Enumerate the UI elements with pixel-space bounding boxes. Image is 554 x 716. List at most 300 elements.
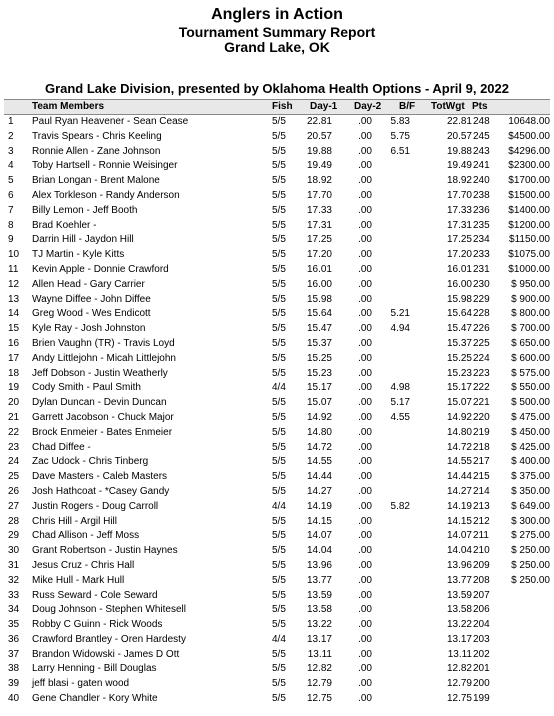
team-members-cell: Kyle Ray - Josh Johnston xyxy=(32,323,146,335)
day2-cell: .00 xyxy=(358,589,372,601)
prize-cell: $ 425.00 xyxy=(511,441,550,453)
day1-cell: 14.15 xyxy=(306,515,332,527)
table-row xyxy=(4,692,550,707)
team-members-cell: Mike Hull - Mark Hull xyxy=(32,574,125,586)
team-members-cell: Ronnie Allen - Zane Johnson xyxy=(32,145,161,157)
rank-cell: 5 xyxy=(8,175,14,187)
team-members-cell: Paul Ryan Heavener - Sean Cease xyxy=(32,116,189,127)
fish-cell: 5/5 xyxy=(272,323,286,335)
rank-cell: 6 xyxy=(8,189,14,201)
prize-cell: $ 950.00 xyxy=(511,278,550,290)
col-points: Pts xyxy=(472,101,488,112)
fish-cell: 5/5 xyxy=(272,471,286,483)
fish-cell: 5/5 xyxy=(272,441,286,453)
team-members-cell: TJ Martin - Kyle Kitts xyxy=(32,249,125,261)
day2-cell: .00 xyxy=(358,278,372,290)
total-weight-cell: 15.37 xyxy=(446,337,472,349)
table-row xyxy=(4,367,550,382)
points-cell: 229 xyxy=(473,293,490,305)
prize-cell: $ 350.00 xyxy=(511,485,550,497)
points-cell: 223 xyxy=(473,367,490,379)
division-heading: Grand Lake Division, presented by Oklahoma Health Options - April 9, 2022 xyxy=(44,81,510,96)
day2-cell: .00 xyxy=(358,559,372,571)
prize-cell: $ 475.00 xyxy=(511,411,550,423)
points-cell: 212 xyxy=(473,515,490,527)
points-cell: 228 xyxy=(473,308,490,320)
day2-cell: .00 xyxy=(358,337,372,349)
day2-cell: .00 xyxy=(358,130,372,142)
fish-cell: 4/4 xyxy=(272,382,286,394)
total-weight-cell: 13.22 xyxy=(446,619,472,631)
table-row xyxy=(4,204,550,219)
team-members-cell: Chad Allison - Jeff Moss xyxy=(32,530,140,542)
points-cell: 206 xyxy=(473,604,490,616)
team-members-cell: Kevin Apple - Donnie Crawford xyxy=(32,263,169,275)
table-row xyxy=(4,574,550,589)
table-row xyxy=(4,337,550,352)
table-row xyxy=(4,559,550,574)
prize-cell: $ 600.00 xyxy=(511,352,550,364)
fish-cell: 5/5 xyxy=(272,589,286,601)
points-cell: 238 xyxy=(473,189,490,201)
table-row xyxy=(4,470,550,485)
total-weight-cell: 13.58 xyxy=(446,604,472,616)
team-members-cell: Jeff Dobson - Justin Weatherly xyxy=(32,367,168,379)
day1-cell: 18.92 xyxy=(306,175,332,187)
day1-cell: 15.25 xyxy=(306,352,332,364)
day1-cell: 13.77 xyxy=(306,574,332,586)
fish-cell: 5/5 xyxy=(272,367,286,379)
day2-cell: .00 xyxy=(358,175,372,187)
total-weight-cell: 17.25 xyxy=(446,234,472,246)
total-weight-cell: 12.75 xyxy=(446,693,472,705)
points-cell: 201 xyxy=(473,663,490,675)
prize-cell: $ 275.00 xyxy=(511,530,550,542)
rank-cell: 28 xyxy=(8,515,20,527)
total-weight-cell: 14.15 xyxy=(446,515,472,527)
day1-cell: 15.07 xyxy=(306,397,332,409)
total-weight-cell: 15.23 xyxy=(446,367,472,379)
table-row xyxy=(4,455,550,470)
table-row xyxy=(4,648,550,663)
team-members-cell: Brandon Widowski - James D Ott xyxy=(32,648,180,660)
total-weight-cell: 18.92 xyxy=(446,175,472,187)
prize-cell: $ 500.00 xyxy=(511,397,550,409)
fish-cell: 5/5 xyxy=(272,160,286,172)
day2-cell: .00 xyxy=(358,530,372,542)
total-weight-cell: 13.96 xyxy=(446,559,472,571)
big-fish-cell: 4.94 xyxy=(390,323,410,335)
fish-cell: 5/5 xyxy=(272,619,286,631)
points-cell: 211 xyxy=(473,530,489,542)
points-cell: 243 xyxy=(473,145,490,157)
day2-cell: .00 xyxy=(358,352,372,364)
day2-cell: .00 xyxy=(358,263,372,275)
points-cell: 245 xyxy=(473,130,490,142)
team-members-cell: Billy Lemon - Jeff Booth xyxy=(32,204,138,216)
rank-cell: 14 xyxy=(8,308,20,320)
team-members-cell: Allen Head - Gary Carrier xyxy=(32,278,145,290)
total-weight-cell: 15.17 xyxy=(446,382,472,394)
team-members-cell: Cody Smith - Paul Smith xyxy=(32,382,141,394)
fish-cell: 5/5 xyxy=(272,663,286,675)
points-cell: 203 xyxy=(473,633,490,645)
day1-cell: 19.88 xyxy=(306,145,332,157)
fish-cell: 5/5 xyxy=(272,559,286,571)
rank-cell: 31 xyxy=(8,559,20,571)
rank-cell: 26 xyxy=(8,485,20,497)
total-weight-cell: 19.88 xyxy=(446,145,472,157)
prize-cell: $ 700.00 xyxy=(511,323,550,335)
prize-cell: $ 800.00 xyxy=(511,308,550,320)
day2-cell: .00 xyxy=(358,441,372,453)
rank-cell: 19 xyxy=(8,382,20,394)
rank-cell: 24 xyxy=(8,456,20,468)
day1-cell: 17.20 xyxy=(306,249,332,261)
fish-cell: 5/5 xyxy=(272,648,286,660)
prize-cell: $1150.00 xyxy=(509,234,550,246)
rank-cell: 20 xyxy=(8,397,20,409)
big-fish-cell: 5.75 xyxy=(390,130,410,142)
day2-cell: .00 xyxy=(358,145,372,157)
total-weight-cell: 17.70 xyxy=(446,189,472,201)
total-weight-cell: 15.64 xyxy=(446,308,472,320)
fish-cell: 5/5 xyxy=(272,411,286,423)
total-weight-cell: 12.79 xyxy=(446,678,472,690)
team-members-cell: Russ Seward - Cole Seward xyxy=(32,589,158,601)
team-members-cell: Dylan Duncan - Devin Duncan xyxy=(32,397,167,409)
day1-cell: 13.58 xyxy=(306,604,332,616)
day1-cell: 14.92 xyxy=(306,411,332,423)
points-cell: 202 xyxy=(473,648,490,660)
fish-cell: 5/5 xyxy=(272,189,286,201)
fish-cell: 5/5 xyxy=(272,485,286,497)
day1-cell: 14.04 xyxy=(306,545,332,557)
team-members-cell: Chad Diffee - xyxy=(32,441,91,453)
day2-cell: .00 xyxy=(358,426,372,438)
day2-cell: .00 xyxy=(358,411,372,423)
points-cell: 248 xyxy=(473,116,490,127)
total-weight-cell: 17.33 xyxy=(446,204,472,216)
fish-cell: 5/5 xyxy=(272,530,286,542)
fish-cell: 5/5 xyxy=(272,337,286,349)
rank-cell: 21 xyxy=(8,411,20,423)
prize-cell: $ 575.00 xyxy=(511,367,550,379)
points-cell: 200 xyxy=(473,678,490,690)
fish-cell: 4/4 xyxy=(272,633,286,645)
prize-cell: $1700.00 xyxy=(508,175,550,187)
rank-cell: 17 xyxy=(8,352,20,364)
total-weight-cell: 15.47 xyxy=(446,323,472,335)
prize-cell: $ 250.00 xyxy=(511,545,550,557)
day2-cell: .00 xyxy=(358,663,372,675)
col-fish: Fish xyxy=(272,101,293,112)
table-row xyxy=(4,633,550,648)
table-row xyxy=(4,603,550,618)
team-members-cell: Doug Johnson - Stephen Whitesell xyxy=(32,604,186,616)
table-row xyxy=(4,515,550,530)
points-cell: 241 xyxy=(473,160,490,172)
day1-cell: 19.49 xyxy=(306,160,332,172)
col-team-members: Team Members xyxy=(32,101,105,112)
prize-cell: $1500.00 xyxy=(508,189,550,201)
points-cell: 233 xyxy=(473,249,490,261)
rank-cell: 3 xyxy=(8,145,14,157)
rank-cell: 34 xyxy=(8,604,20,616)
team-members-cell: Brien Vaughn (TR) - Travis Loyd xyxy=(32,337,175,349)
day1-cell: 14.19 xyxy=(306,500,332,512)
total-weight-cell: 13.11 xyxy=(447,648,472,660)
table-row xyxy=(4,662,550,677)
table-row xyxy=(4,529,550,544)
team-members-cell: Grant Robertson - Justin Haynes xyxy=(32,545,178,557)
points-cell: 235 xyxy=(473,219,490,231)
table-row xyxy=(4,219,550,234)
table-row xyxy=(4,115,550,130)
rank-cell: 35 xyxy=(8,619,20,631)
points-cell: 209 xyxy=(473,559,490,571)
day1-cell: 17.31 xyxy=(306,219,332,231)
day1-cell: 15.37 xyxy=(306,337,332,349)
fish-cell: 5/5 xyxy=(272,278,286,290)
day2-cell: .00 xyxy=(358,693,372,705)
day2-cell: .00 xyxy=(358,382,372,394)
total-weight-cell: 15.98 xyxy=(446,293,472,305)
day2-cell: .00 xyxy=(358,574,372,586)
day1-cell: 17.33 xyxy=(306,204,332,216)
report-location: Grand Lake, OK xyxy=(224,39,330,55)
table-row xyxy=(4,426,550,441)
rank-cell: 36 xyxy=(8,633,20,645)
rank-cell: 16 xyxy=(8,337,20,349)
prize-cell: $ 649.00 xyxy=(511,500,550,512)
fish-cell: 5/5 xyxy=(272,456,286,468)
points-cell: 224 xyxy=(473,352,490,364)
day1-cell: 14.07 xyxy=(306,530,332,542)
team-members-cell: Toby Hartsell - Ronnie Weisinger xyxy=(32,160,178,172)
prize-cell: $2300.00 xyxy=(508,160,550,172)
day1-cell: 13.17 xyxy=(306,633,332,645)
points-cell: 240 xyxy=(473,175,490,187)
total-weight-cell: 15.25 xyxy=(446,352,472,364)
prize-cell: $4500.00 xyxy=(508,130,550,142)
day2-cell: .00 xyxy=(358,397,372,409)
table-row xyxy=(4,159,550,174)
points-cell: 220 xyxy=(473,411,490,423)
team-members-cell: Chris Hill - Argil Hill xyxy=(32,515,118,527)
team-members-cell: Robby C Guinn - Rick Woods xyxy=(32,619,163,631)
rank-cell: 23 xyxy=(8,441,20,453)
fish-cell: 5/5 xyxy=(272,678,286,690)
day1-cell: 16.01 xyxy=(306,263,332,275)
points-cell: 217 xyxy=(473,456,490,468)
rank-cell: 2 xyxy=(8,130,14,142)
day1-cell: 13.11 xyxy=(307,648,332,660)
total-weight-cell: 16.01 xyxy=(446,263,472,275)
col-big-fish: B/F xyxy=(399,101,416,112)
day2-cell: .00 xyxy=(358,204,372,216)
prize-cell: 10648.00 xyxy=(508,116,550,127)
day2-cell: .00 xyxy=(358,249,372,261)
prize-cell: $ 375.00 xyxy=(511,471,550,483)
day1-cell: 20.57 xyxy=(306,130,332,142)
col-day1: Day-1 xyxy=(310,101,338,112)
team-members-cell: Andy Littlejohn - Micah Littlejohn xyxy=(32,352,176,364)
big-fish-cell: 4.55 xyxy=(390,411,410,423)
day2-cell: .00 xyxy=(358,160,372,172)
rank-cell: 10 xyxy=(8,249,20,261)
day1-cell: 14.27 xyxy=(306,485,332,497)
prize-cell: $ 250.00 xyxy=(511,574,550,586)
results-table xyxy=(4,115,550,707)
table-row xyxy=(4,322,550,337)
team-members-cell: Jesus Cruz - Chris Hall xyxy=(32,559,135,571)
fish-cell: 5/5 xyxy=(272,397,286,409)
day2-cell: .00 xyxy=(358,308,372,320)
total-weight-cell: 15.07 xyxy=(446,397,472,409)
team-members-cell: Gene Chandler - Kory White xyxy=(32,693,158,705)
big-fish-cell: 4.98 xyxy=(390,382,410,394)
total-weight-cell: 14.80 xyxy=(446,426,472,438)
table-row xyxy=(4,263,550,278)
rank-cell: 25 xyxy=(8,471,20,483)
prize-cell: $ 450.00 xyxy=(511,426,550,438)
points-cell: 219 xyxy=(473,426,490,438)
table-row xyxy=(4,485,550,500)
day1-cell: 14.44 xyxy=(306,471,332,483)
total-weight-cell: 12.82 xyxy=(446,663,472,675)
points-cell: 213 xyxy=(473,500,490,512)
prize-cell: $1075.00 xyxy=(508,249,550,261)
day1-cell: 15.64 xyxy=(306,308,332,320)
points-cell: 204 xyxy=(473,619,490,631)
total-weight-cell: 14.92 xyxy=(446,411,472,423)
table-row xyxy=(4,441,550,456)
day1-cell: 22.81 xyxy=(306,116,332,127)
big-fish-cell: 5.82 xyxy=(390,500,410,512)
total-weight-cell: 19.49 xyxy=(446,160,472,172)
team-members-cell: Wayne Diffee - John Diffee xyxy=(32,293,151,305)
rank-cell: 22 xyxy=(8,426,20,438)
table-row xyxy=(4,589,550,604)
prize-cell: $ 900.00 xyxy=(511,293,550,305)
day2-cell: .00 xyxy=(358,234,372,246)
table-row xyxy=(4,145,550,160)
points-cell: 221 xyxy=(473,397,490,409)
fish-cell: 5/5 xyxy=(272,263,286,275)
day2-cell: .00 xyxy=(358,604,372,616)
rank-cell: 27 xyxy=(8,500,20,512)
day1-cell: 13.22 xyxy=(306,619,332,631)
fish-cell: 5/5 xyxy=(272,145,286,157)
rank-cell: 1 xyxy=(8,116,14,127)
team-members-cell: Crawford Brantley - Oren Hardesty xyxy=(32,633,186,645)
table-row xyxy=(4,307,550,322)
col-day2: Day-2 xyxy=(354,101,382,112)
team-members-cell: Greg Wood - Wes Endicott xyxy=(32,308,151,320)
day1-cell: 15.98 xyxy=(306,293,332,305)
total-weight-cell: 17.20 xyxy=(446,249,472,261)
prize-cell: $ 400.00 xyxy=(511,456,550,468)
day1-cell: 12.79 xyxy=(306,678,332,690)
team-members-cell: jeff blasi - gaten wood xyxy=(32,678,130,690)
team-members-cell: Darrin Hill - Jaydon Hill xyxy=(32,234,134,246)
total-weight-cell: 14.55 xyxy=(446,456,472,468)
total-weight-cell: 13.17 xyxy=(446,633,472,645)
fish-cell: 5/5 xyxy=(272,130,286,142)
rank-cell: 12 xyxy=(8,278,20,290)
table-row xyxy=(4,293,550,308)
day1-cell: 15.17 xyxy=(306,382,332,394)
day2-cell: .00 xyxy=(358,515,372,527)
prize-cell: $ 250.00 xyxy=(511,559,550,571)
day1-cell: 14.72 xyxy=(306,441,332,453)
total-weight-cell: 13.77 xyxy=(446,574,472,586)
team-members-cell: Justin Rogers - Doug Carroll xyxy=(32,500,159,512)
big-fish-cell: 6.51 xyxy=(390,145,410,157)
day2-cell: .00 xyxy=(358,293,372,305)
total-weight-cell: 16.00 xyxy=(446,278,472,290)
rank-cell: 33 xyxy=(8,589,20,601)
day2-cell: .00 xyxy=(358,323,372,335)
table-row xyxy=(4,174,550,189)
points-cell: 218 xyxy=(473,441,490,453)
table-row xyxy=(4,130,550,145)
day1-cell: 13.59 xyxy=(306,589,332,601)
points-cell: 226 xyxy=(473,323,490,335)
table-row xyxy=(4,248,550,263)
fish-cell: 5/5 xyxy=(272,545,286,557)
total-weight-cell: 14.27 xyxy=(446,485,472,497)
points-cell: 199 xyxy=(473,693,490,705)
rank-cell: 11 xyxy=(8,263,19,275)
fish-cell: 4/4 xyxy=(272,500,286,512)
day1-cell: 12.75 xyxy=(306,693,332,705)
day2-cell: .00 xyxy=(358,678,372,690)
total-weight-cell: 13.59 xyxy=(446,589,472,601)
day1-cell: 17.70 xyxy=(306,189,332,201)
rank-cell: 29 xyxy=(8,530,20,542)
day2-cell: .00 xyxy=(358,456,372,468)
rank-cell: 40 xyxy=(8,693,20,705)
day2-cell: .00 xyxy=(358,500,372,512)
total-weight-cell: 14.19 xyxy=(446,500,472,512)
rank-cell: 39 xyxy=(8,678,20,690)
points-cell: 214 xyxy=(473,485,490,497)
points-cell: 225 xyxy=(473,337,490,349)
big-fish-cell: 5.17 xyxy=(390,397,410,409)
table-row xyxy=(4,233,550,248)
day1-cell: 13.96 xyxy=(306,559,332,571)
fish-cell: 5/5 xyxy=(272,116,286,127)
report-title: Anglers in Action xyxy=(211,6,343,23)
total-weight-cell: 14.44 xyxy=(446,471,472,483)
fish-cell: 5/5 xyxy=(272,293,286,305)
col-total-weight: TotWgt xyxy=(431,101,465,112)
table-row xyxy=(4,618,550,633)
rank-cell: 9 xyxy=(8,234,14,246)
day1-cell: 17.25 xyxy=(306,234,332,246)
prize-cell: $4296.00 xyxy=(508,145,550,157)
fish-cell: 5/5 xyxy=(272,426,286,438)
fish-cell: 5/5 xyxy=(272,352,286,364)
points-cell: 236 xyxy=(473,204,490,216)
team-members-cell: Zac Udock - Chris Tinberg xyxy=(32,456,149,468)
fish-cell: 5/5 xyxy=(272,308,286,320)
fish-cell: 5/5 xyxy=(272,175,286,187)
team-members-cell: Garrett Jacobson - Chuck Major xyxy=(32,411,174,423)
day1-cell: 15.23 xyxy=(306,367,332,379)
